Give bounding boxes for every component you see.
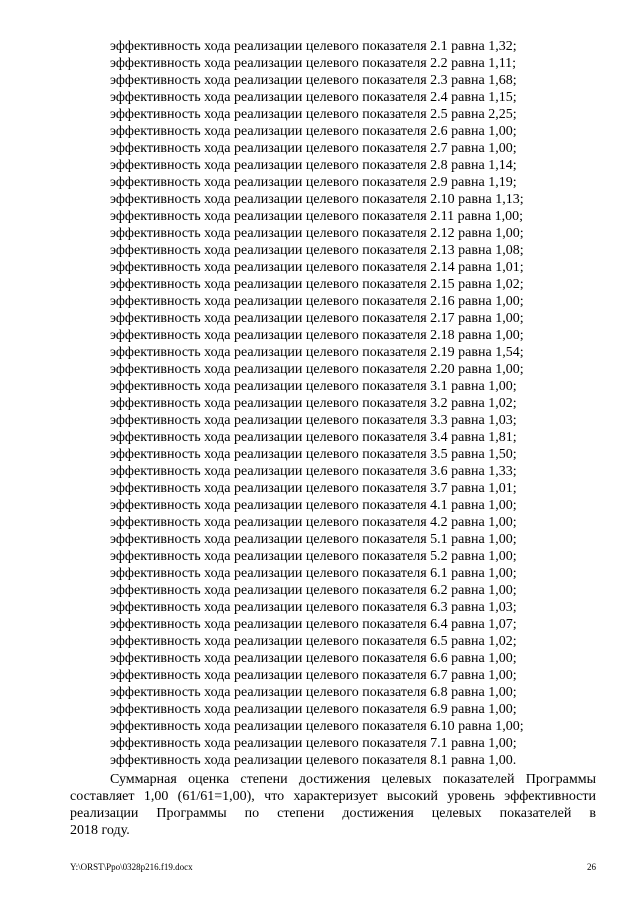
list-item: эффективность хода реализации целевого показателя 4.1 равна 1,00; [110, 498, 517, 513]
list-item: эффективность хода реализации целевого показателя 2.15 равна 1,02; [110, 277, 524, 292]
list-item: эффективность хода реализации целевого показателя 6.8 равна 1,00; [110, 685, 517, 700]
list-item: эффективность хода реализации целевого показателя 4.2 равна 1,00; [110, 515, 517, 530]
list-item: эффективность хода реализации целевого показателя 5.2 равна 1,00; [110, 549, 517, 564]
list-item: эффективность хода реализации целевого показателя 2.12 равна 1,00; [110, 226, 524, 241]
list-item: эффективность хода реализации целевого показателя 6.7 равна 1,00; [110, 668, 517, 683]
page-footer [70, 861, 596, 873]
summary-paragraph [70, 771, 596, 839]
list-item: эффективность хода реализации целевого показателя 2.19 равна 1,54; [110, 345, 524, 360]
list-item: эффективность хода реализации целевого показателя 2.17 равна 1,00; [110, 311, 524, 326]
list-item: эффективность хода реализации целевого показателя 3.4 равна 1,81; [110, 430, 517, 445]
list-item: эффективность хода реализации целевого показателя 2.1 равна 1,32; [110, 39, 517, 54]
summary-line: Суммарная оценка степени достижения целевых показателей Программы [110, 772, 596, 787]
list-item: эффективность хода реализации целевого показателя 2.5 равна 2,25; [110, 107, 517, 122]
list-item: эффективность хода реализации целевого показателя 3.3 равна 1,03; [110, 413, 517, 428]
list-item: эффективность хода реализации целевого показателя 6.9 равна 1,00; [110, 702, 517, 717]
list-item: эффективность хода реализации целевого показателя 3.2 равна 1,02; [110, 396, 517, 411]
list-item: эффективность хода реализации целевого показателя 2.10 равна 1,13; [110, 192, 524, 207]
list-item: эффективность хода реализации целевого показателя 2.8 равна 1,14; [110, 158, 517, 173]
list-item: эффективность хода реализации целевого показателя 6.6 равна 1,00; [110, 651, 517, 666]
summary-line: составляет 1,00 (61/61=1,00), что характеризует высокий уровень эффективности [70, 789, 596, 804]
list-item: эффективность хода реализации целевого показателя 2.20 равна 1,00; [110, 362, 524, 377]
list-item: эффективность хода реализации целевого показателя 2.7 равна 1,00; [110, 141, 517, 156]
list-item: эффективность хода реализации целевого показателя 2.14 равна 1,01; [110, 260, 524, 275]
list-item: эффективность хода реализации целевого показателя 6.1 равна 1,00; [110, 566, 517, 581]
list-item: эффективность хода реализации целевого показателя 2.16 равна 1,00; [110, 294, 524, 309]
list-item: эффективность хода реализации целевого показателя 6.3 равна 1,03; [110, 600, 517, 615]
list-item: эффективность хода реализации целевого показателя 6.2 равна 1,00; [110, 583, 517, 598]
list-item: эффективность хода реализации целевого показателя 2.13 равна 1,08; [110, 243, 524, 258]
summary-line: 2018 году. [70, 823, 130, 838]
summary-line: реализации Программы по степени достижения целевых показателей в [70, 806, 596, 821]
list-item: эффективность хода реализации целевого показателя 6.5 равна 1,02; [110, 634, 517, 649]
list-item: эффективность хода реализации целевого показателя 2.3 равна 1,68; [110, 73, 517, 88]
page-number: 26 [587, 862, 596, 872]
list-item: эффективность хода реализации целевого показателя 2.9 равна 1,19; [110, 175, 517, 190]
list-item: эффективность хода реализации целевого показателя 2.11 равна 1,00; [110, 209, 524, 224]
indicator-list [110, 38, 580, 769]
list-item: эффективность хода реализации целевого показателя 2.6 равна 1,00; [110, 124, 517, 139]
list-item: эффективность хода реализации целевого показателя 3.6 равна 1,33; [110, 464, 517, 479]
list-item: эффективность хода реализации целевого показателя 6.10 равна 1,00; [110, 719, 524, 734]
list-item: эффективность хода реализации целевого показателя 6.4 равна 1,07; [110, 617, 517, 632]
list-item: эффективность хода реализации целевого показателя 5.1 равна 1,00; [110, 532, 517, 547]
list-item: эффективность хода реализации целевого показателя 3.5 равна 1,50; [110, 447, 517, 462]
list-item: эффективность хода реализации целевого показателя 3.1 равна 1,00; [110, 379, 517, 394]
file-path: Y:\ORST\Ppo\0328p216.f19.docx [70, 862, 193, 872]
list-item: эффективность хода реализации целевого показателя 8.1 равна 1,00. [110, 753, 517, 768]
list-item: эффективность хода реализации целевого показателя 3.7 равна 1,01; [110, 481, 517, 496]
list-item: эффективность хода реализации целевого показателя 2.2 равна 1,11; [110, 56, 517, 71]
list-item: эффективность хода реализации целевого показателя 2.18 равна 1,00; [110, 328, 524, 343]
list-item: эффективность хода реализации целевого показателя 7.1 равна 1,00; [110, 736, 517, 751]
list-item: эффективность хода реализации целевого показателя 2.4 равна 1,15; [110, 90, 517, 105]
